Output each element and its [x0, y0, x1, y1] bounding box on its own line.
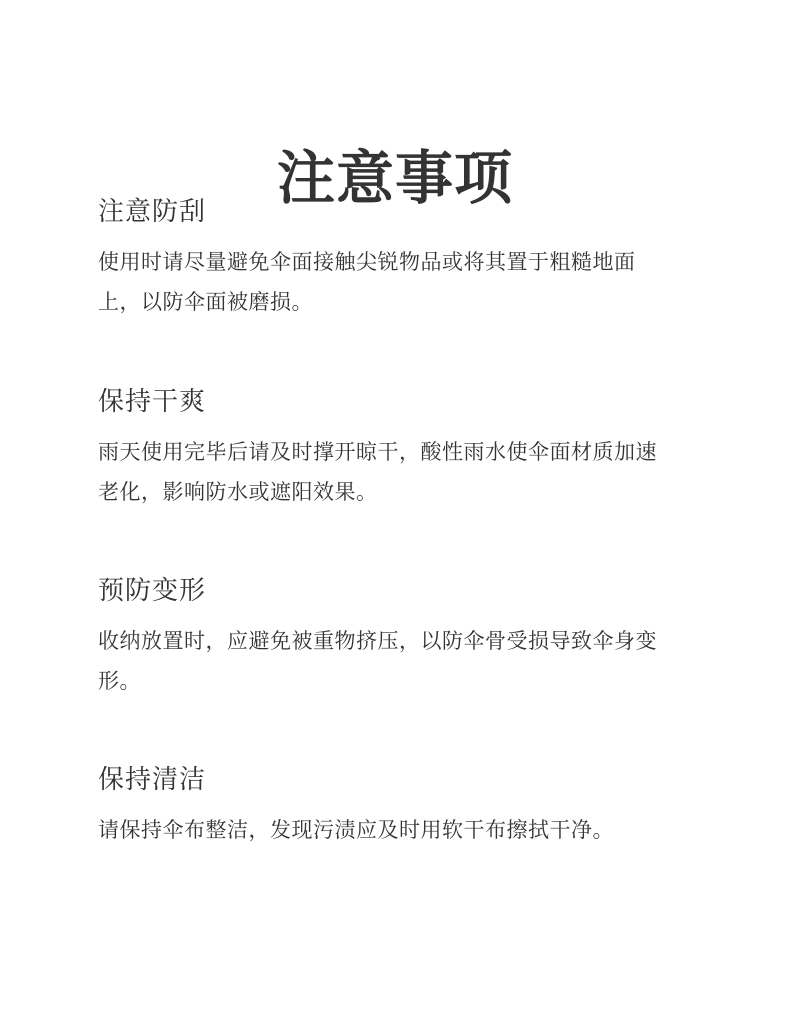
page-title: 注意事项 — [276, 143, 513, 212]
section-keep-dry — [98, 384, 678, 512]
section-scratch-prevention — [98, 194, 678, 322]
section-body: 请保持伞布整洁，发现污渍应及时用软干布擦拭干净。 — [98, 818, 614, 842]
section-heading: 保持清洁 — [98, 765, 207, 795]
section-body: 使用时请尽量避免伞面接触尖锐物品或将其置于粗糙地面上，以防伞面被磨损。 — [98, 250, 636, 314]
section-heading: 保持干爽 — [98, 387, 207, 417]
section-keep-clean — [98, 762, 678, 850]
section-prevent-deformation — [98, 573, 678, 701]
section-heading: 预防变形 — [98, 576, 207, 606]
section-body: 收纳放置时，应避免被重物挤压，以防伞骨受损导致伞身变形。 — [98, 629, 657, 693]
section-body: 雨天使用完毕后请及时撑开晾干，酸性雨水使伞面材质加速老化，影响防水或遮阳效果。 — [98, 440, 657, 504]
section-heading: 注意防刮 — [98, 197, 207, 227]
